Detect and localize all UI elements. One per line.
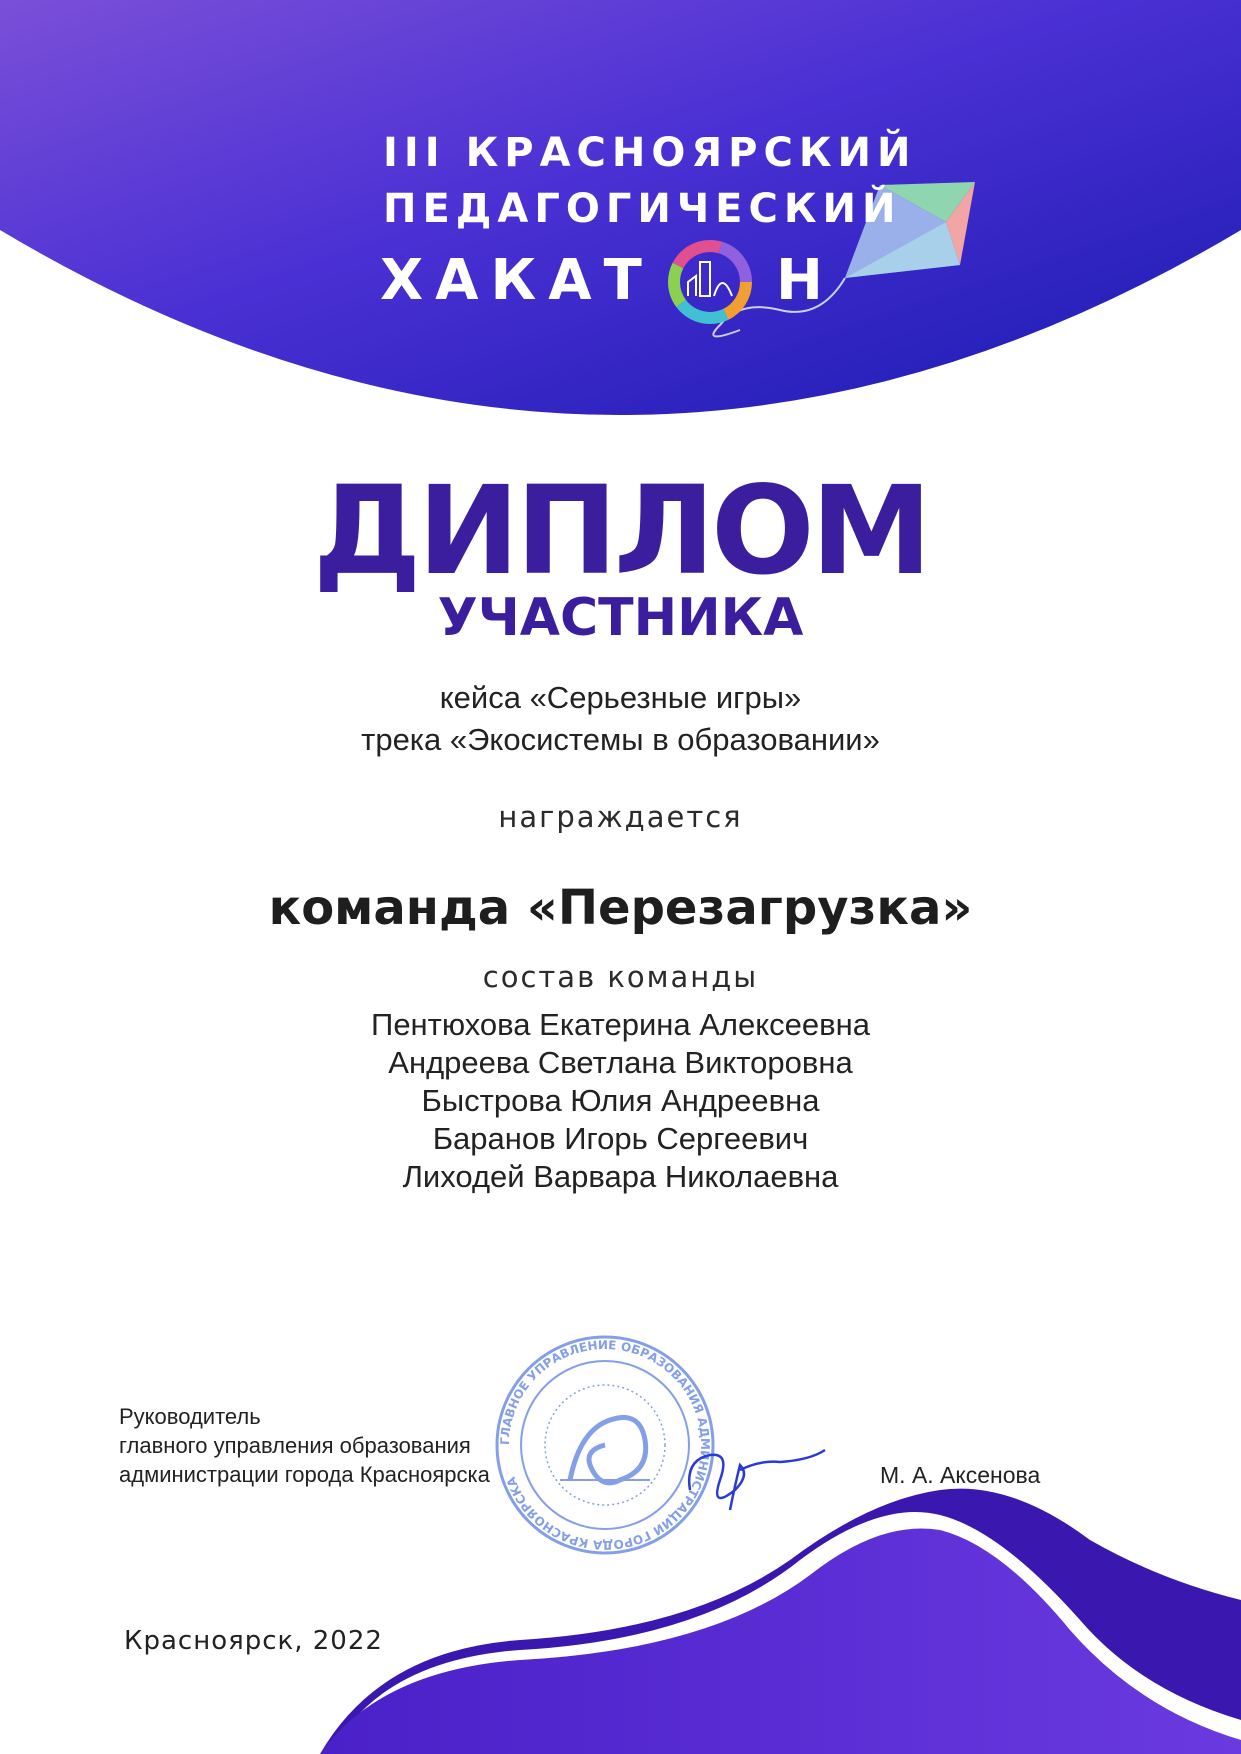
logo-line-2: ПЕДАГОГИЧЕСКИЙ — [383, 186, 902, 232]
member-item: Андреева Светлана Викторовна — [388, 1045, 853, 1080]
signer-position — [119, 1402, 490, 1489]
signer-position-line: администрации города Красноярска — [119, 1462, 490, 1487]
members-label: состав команды — [482, 960, 759, 994]
awarded-line: награждается — [498, 800, 743, 834]
logo-line-3-left: ХАКАТ — [380, 248, 654, 313]
diploma-subtitle: УЧАСТНИКА — [437, 588, 804, 648]
signature — [680, 1440, 840, 1520]
member-item: Лиходей Варвара Николаевна — [402, 1159, 839, 1194]
member-item: Баранов Игорь Сергеевич — [432, 1121, 809, 1156]
member-item: Быстрова Юлия Андреевна — [421, 1083, 820, 1118]
signer-position-line: главного управления образования — [119, 1433, 471, 1458]
members-list — [0, 1006, 1241, 1196]
signer-name: М. А. Аксенова — [880, 1462, 1041, 1488]
case-line: кейса «Серьезные игры» — [439, 680, 802, 715]
logo-line-1: III КРАСНОЯРСКИЙ — [383, 130, 917, 176]
member-item: Пентюхова Екатерина Алексеевна — [371, 1007, 870, 1042]
logo-line-3-right: Н — [776, 248, 823, 313]
diploma-title: ДИПЛОМ — [312, 460, 929, 602]
signer-position-line: Руководитель — [119, 1404, 261, 1429]
track-line: трека «Экосистемы в образовании» — [361, 722, 880, 757]
team-name: команда «Перезагрузка» — [268, 880, 973, 936]
city-year: Красноярск, 2022 — [124, 1626, 383, 1656]
stamp-text: ГЛАВНОЕ УПРАВЛЕНИЕ ОБРАЗОВАНИЯ АДМИНИСТРАЦИИ ГОРОДА КРАСНОЯРСКА — [497, 1337, 713, 1553]
